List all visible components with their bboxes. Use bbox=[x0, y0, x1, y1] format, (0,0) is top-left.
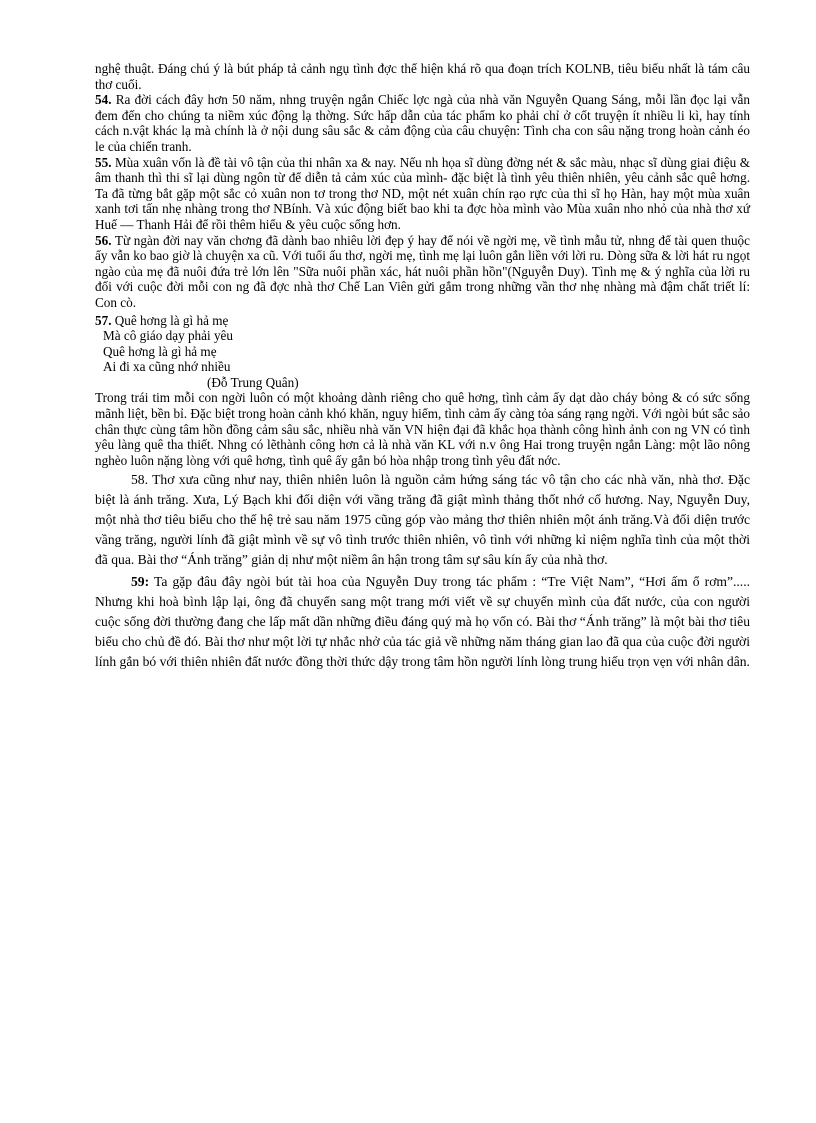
paragraph-text: Từ ngàn đời nay văn chơng đã dành bao nhiêu lời đẹp ý hay để nói về ngời mẹ, về tình mẫu tử, nhng để tài quen thuộc ấy vẫn ko bao giờ là chuyện xa cũ. Với tuổi ấu thơ, ngời mẹ, tình mẹ lại luôn gắn liền với lời ru. Dòng sữa & lời hát ru ngọt ngào của mẹ đã nuôi đứa trẻ lớn lên "Sữa nuôi phần xác, hát nuôi phần hồn"(Nguyễn Duy). Tình mẹ & ý nghĩa của lời ru đối với cuộc đời mỗi con ng đã đợc nhà thơ Chế Lan Viên gửi gắm trong những vần thơ nhẹ nhàng mà đậm chất triết lí: Con cò. bbox=[95, 232, 750, 310]
poem-line: Quê hơng là gì hả mẹ bbox=[103, 343, 217, 359]
poem-block bbox=[95, 313, 750, 391]
paragraph-number: 56. bbox=[95, 232, 112, 248]
paragraph-text: nghệ thuật. Đáng chú ý là bút pháp tả cảnh ngụ tình đợc thể hiện khá rõ qua đoạn trích KOLNB, tiêu biểu nhất là tám câu thơ cuối. bbox=[95, 61, 750, 92]
paragraph-text: Ra đời cách đây hơn 50 năm, nhng truyện ngắn Chiếc lợc ngà của nhà văn Nguyễn Quang Sáng, mỗi lần đọc lại vẫn đem đến cho chúng ta niềm xúc động lạ thờng. Sức hấp dẫn của tác phẩm ko phải chỉ ở cốt truyện ít nhiều li kì, hay tính cách n.vật khác lạ mà chính là ở nội dung sâu sắc & cảm động của câu chuyện: Tình cha con sâu nặng trong hoàn cảnh éo le của chiến tranh. bbox=[95, 92, 750, 154]
paragraph-text: Trong trái tim mỗi con ngời luôn có một khoảng dành riêng cho quê hơng, tình cảm ấy dạt dào cháy bỏng & có sức sống mãnh liệt, bền bỉ. Đặc biệt trong hoàn cảnh khó khăn, nguy hiểm, tình cảm ấy càng tỏa sáng rạng ngời. Với ngòi bút sắc sảo chân thực cùng tâm hồn đồng cảm sâu sắc, nhiều nhà văn VN hiện đại đã khắc họa thành công hình ảnh con ng VN có tình yêu làng quê tha thiết. Nhng có lẽthành công hơn cả là nhà văn KL với n.v ông Hai trong truyện ngắn Làng: một lão nông nghèo luôn nặng lòng với quê hơng, tình quê ấy gắn bó hòa nhập trong tình yêu đất nớc. bbox=[95, 390, 750, 468]
paragraph-number: 58. bbox=[131, 472, 148, 488]
poem-author: (Đỗ Trung Quân) bbox=[207, 374, 299, 390]
paragraph-text: Ta gặp đâu đây ngòi bút tài hoa của Nguyễn Duy trong tác phẩm : “Tre Việt Nam”, “Hơi ấm ổ rơm”..... Nhưng khi hoà bình lập lại, ông đã chuyển sang một trang mới viết về sự chuyển mình của đất nước, của con người cuộc sống đời thường đang che lấp mất dần những điều đáng quý mà họ vốn có. Bài thơ “Ánh trăng” là một bài thơ tiêu biểu cho chủ đề đó. Bài thơ như một lời tự nhắc nhở của tác giả về những năm tháng gian lao đã qua của cuộc đời người lính gắn bó với thiên nhiên đất nước đồng thời thức dậy trong tâm hồn người lính lòng trung hiếu trọn vẹn với nhân dân. bbox=[95, 574, 750, 670]
paragraph-continuation bbox=[95, 61, 750, 92]
paragraph-number: 54. bbox=[95, 92, 112, 108]
paragraph-55 bbox=[95, 155, 750, 233]
poem-line: Mà cô giáo dạy phải yêu bbox=[103, 328, 234, 344]
paragraph-text: Mùa xuân vốn là đề tài vô tận của thi nhân xa & nay. Nếu nh họa sĩ dùng đờng nét & sắc màu, nhạc sĩ dùng giai điệu & âm thanh thì thi sĩ lại dùng ngôn từ để diễn tả cảm xúc của mình- đặc biệt là tình yêu thiên nhiên, yêu cảnh sắc quê hơng. Ta đã từng bắt gặp một sắc cỏ xuân non tơ trong thơ ND, một nét xuân chín rạo rực của thi sĩ họ Hàn, hay một mùa xuân xanh tơi tấn nhẹ nhàng trong thơ NBính. Và xúc động biết bao khi ta đợc hòa mình vào Mùa xuân nho nhỏ của nhà thơ xứ Huế — Thanh Hải để rồi thêm hiểu & yêu cuộc sống hơn. bbox=[95, 154, 750, 232]
paragraph-text: Thơ xưa cũng như nay, thiên nhiên luôn là nguồn cảm hứng sáng tác vô tận cho các nhà văn, nhà thơ. Đặc biệt là ánh trăng. Xưa, Lý Bạch khi đối diện với vầng trăng đã giật mình thảng thốt nhớ cố hương. Nay, Nguyễn Duy, một nhà thơ tiêu biểu cho thế hệ trẻ sau năm 1975 cũng góp vào mảng thơ thiên nhiên một ánh trăng.Và đối diện trước vầng trăng, người lính đã giật mình về sự vô tình trước thiên nhiên, vô tình với những kỉ niệm nghĩa tình của một thời đã qua. Bài thơ “Ánh trăng” giản dị như một niềm ân hận trong tâm sự sâu kín ấy của nhà thơ. bbox=[95, 472, 750, 568]
poem-line: 57. Quê hơng là gì hả mẹ bbox=[95, 312, 229, 328]
paragraph-number: 55. bbox=[95, 154, 112, 170]
paragraph-57 bbox=[95, 390, 750, 468]
paragraph-number: 57. bbox=[95, 312, 112, 328]
paragraph-58 bbox=[95, 470, 750, 570]
poem-line: Ai đi xa cũng nhớ nhiều bbox=[103, 359, 231, 375]
document-page bbox=[95, 61, 750, 672]
paragraph-number: 59: bbox=[131, 574, 150, 590]
paragraph-59 bbox=[95, 572, 750, 672]
paragraph-56 bbox=[95, 233, 750, 311]
paragraph-54 bbox=[95, 92, 750, 154]
